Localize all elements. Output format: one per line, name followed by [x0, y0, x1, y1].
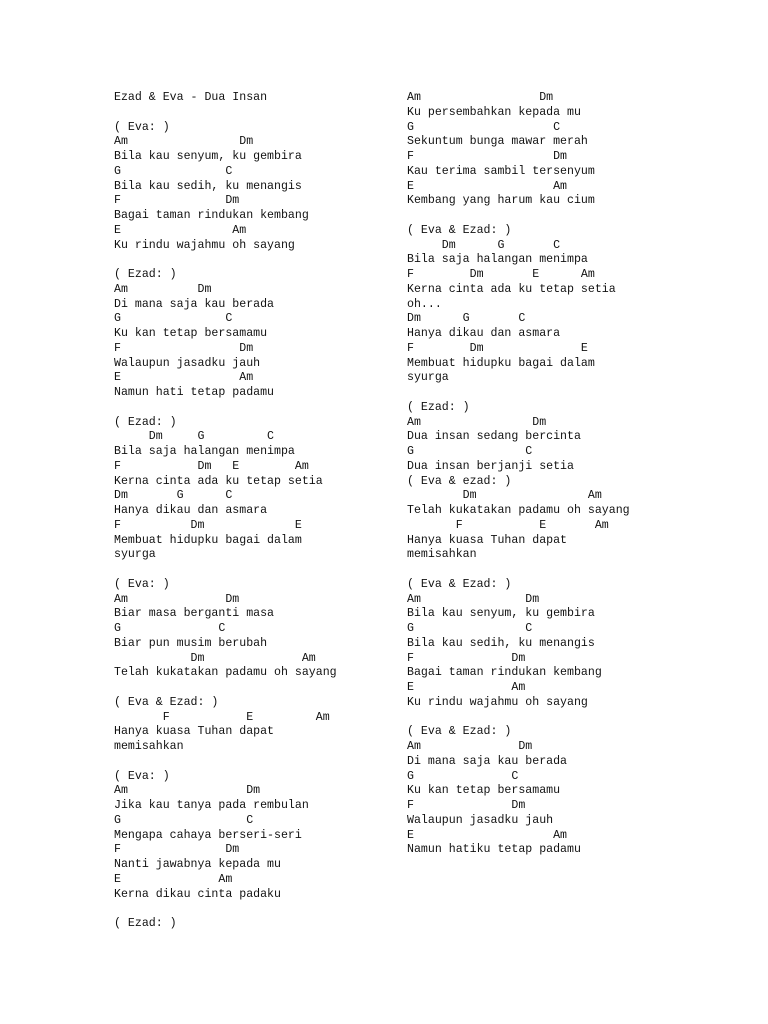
section-label: ( Eva & Ezad: ): [407, 577, 512, 591]
blank-line: [114, 902, 384, 917]
section-label: ( Eva & ezad: ): [407, 474, 512, 488]
chord-line: E Am: [407, 179, 568, 193]
chord-line: Am Dm: [114, 135, 254, 149]
chord-line: F E Am: [114, 710, 330, 724]
section-label: ( Eva: ): [114, 577, 170, 591]
blank-line: [114, 106, 384, 121]
section-label: ( Eva: ): [114, 120, 170, 134]
blank-line: [407, 386, 677, 401]
lyric-line: Kerna cinta ada ku tetap setia: [114, 474, 323, 488]
lyric-line: Nanti jawabnya kepada mu: [114, 858, 281, 871]
lyric-line: syurga: [114, 548, 156, 562]
blank-line: [114, 681, 384, 696]
chord-line: Dm G C: [114, 489, 233, 503]
chord-line: Am Dm: [114, 592, 240, 606]
right-column: [407, 91, 677, 858]
lyric-line: Ku kan tetap bersamamu: [407, 784, 561, 798]
chord-line: Dm G C: [407, 238, 561, 252]
chord-line: F Dm: [407, 150, 568, 163]
lyric-line: Biar masa berganti masa: [114, 607, 275, 621]
section-label: ( Ezad: ): [407, 400, 470, 414]
lyric-line: Ku kan tetap bersamamu: [114, 327, 268, 340]
lyric-line: memisahkan: [407, 548, 477, 562]
lyric-line: Jika kau tanya pada rembulan: [114, 799, 309, 812]
chord-line: F Dm E Am: [114, 459, 309, 473]
blank-line: [114, 755, 384, 770]
lyric-line: memisahkan: [114, 740, 184, 753]
section-label: ( Ezad: ): [114, 917, 177, 930]
chord-line: G C: [407, 769, 519, 783]
lyric-line: Membuat hidupku bagai dalam: [407, 356, 595, 370]
section-label: ( Eva: ): [114, 769, 170, 783]
lyric-line: Bila kau sedih, ku menangis: [114, 179, 302, 193]
lyric-line: Membuat hidupku bagai dalam: [114, 533, 302, 547]
chord-line: G C: [114, 164, 233, 178]
chord-line: Am Dm: [407, 592, 540, 606]
blank-line: [407, 209, 677, 224]
lyric-line: Di mana saja kau berada: [407, 754, 568, 768]
lyric-line: Ku rindu wajahmu oh sayang: [407, 695, 588, 709]
lyric-line: Kau terima sambil tersenyum: [407, 164, 595, 178]
lyric-line: oh...: [407, 297, 442, 311]
lyric-line: Hanya dikau dan asmara: [407, 327, 561, 340]
chord-line: G C: [407, 445, 533, 458]
chord-line: Dm G C: [114, 430, 275, 444]
chord-line: F Dm: [407, 651, 526, 665]
left-column: [114, 91, 384, 932]
lyric-line: Bila saja halangan menimpa: [407, 253, 588, 267]
song-title: Ezad & Eva - Dua Insan: [114, 91, 268, 104]
lyric-line: Hanya dikau dan asmara: [114, 504, 268, 517]
lyric-line: Bila kau sedih, ku menangis: [407, 636, 595, 650]
lyric-line: Ku persembahkan kepada mu: [407, 105, 581, 119]
lyric-line: Biar pun musim berubah: [114, 636, 268, 650]
lyric-line: Di mana saja kau berada: [114, 297, 275, 311]
lyric-line: Dua insan sedang bercinta: [407, 430, 581, 444]
lyric-line: Ku rindu wajahmu oh sayang: [114, 238, 295, 252]
chord-line: Am Dm: [114, 282, 212, 296]
lyric-line: Mengapa cahaya berseri-seri: [114, 828, 302, 842]
chord-line: G C: [114, 622, 226, 635]
lyric-line: Bila saja halangan menimpa: [114, 445, 295, 458]
chord-line: G C: [114, 312, 233, 326]
section-label: ( Ezad: ): [114, 415, 177, 429]
lyric-line: Kerna dikau cinta padaku: [114, 887, 281, 901]
chord-line: Am Dm: [407, 740, 533, 753]
chord-line: Dm G C: [407, 312, 526, 326]
chord-line: F Dm: [114, 194, 240, 208]
lyric-line: Walaupun jasadku jauh: [407, 813, 554, 827]
chord-line: F Dm: [114, 843, 240, 857]
chord-line: Am Dm: [407, 415, 547, 429]
lyric-line: Telah kukatakan padamu oh sayang: [114, 666, 337, 680]
section-label: ( Eva & Ezad: ): [407, 223, 512, 237]
chord-line: Dm Am: [114, 651, 316, 665]
chord-line: F E Am: [407, 518, 609, 532]
chord-line: E Am: [407, 681, 526, 694]
lyric-line: syurga: [407, 371, 449, 385]
blank-line: [407, 711, 677, 726]
lyric-line: Bagai taman rindukan kembang: [407, 666, 602, 680]
chord-line: F Dm E: [407, 341, 588, 355]
chord-line: F Dm: [114, 341, 254, 355]
lyric-line: Bagai taman rindukan kembang: [114, 209, 309, 222]
lyric-line: Walaupun jasadku jauh: [114, 356, 261, 370]
lyric-line: Kerna cinta ada ku tetap setia: [407, 282, 616, 296]
lyric-line: Namun hati tetap padamu: [114, 386, 275, 399]
blank-line: [114, 401, 384, 416]
section-label: ( Eva & Ezad: ): [114, 695, 219, 709]
blank-line: [114, 563, 384, 578]
lyric-line: Kembang yang harum kau cium: [407, 194, 595, 208]
lyric-line: Namun hatiku tetap padamu: [407, 843, 581, 857]
chord-line: E Am: [114, 223, 247, 237]
section-label: ( Eva & Ezad: ): [407, 725, 512, 739]
lyric-line: Dua insan berjanji setia: [407, 459, 574, 473]
chord-line: E Am: [114, 371, 254, 385]
chord-line: G C: [114, 813, 254, 827]
chord-line: E Am: [407, 828, 568, 842]
lyric-line: Telah kukatakan padamu oh sayang: [407, 504, 630, 517]
lyric-line: Bila kau senyum, ku gembira: [407, 607, 595, 621]
chord-line: Dm Am: [407, 489, 602, 503]
chord-line: F Dm E Am: [407, 268, 595, 281]
chord-line: Am Dm: [407, 91, 554, 104]
blank-line: [407, 563, 677, 578]
lyric-line: Hanya kuasa Tuhan dapat: [114, 725, 275, 739]
chord-line: G C: [407, 622, 533, 635]
chord-line: E Am: [114, 872, 233, 886]
chord-line: G C: [407, 120, 561, 134]
chord-line: F Dm: [407, 799, 526, 812]
chord-line: Am Dm: [114, 784, 261, 798]
blank-line: [114, 253, 384, 268]
lyric-line: Sekuntum bunga mawar merah: [407, 135, 588, 149]
lyric-line: Bila kau senyum, ku gembira: [114, 150, 302, 163]
lyric-line: Hanya kuasa Tuhan dapat: [407, 533, 568, 547]
chord-line: F Dm E: [114, 518, 302, 532]
section-label: ( Ezad: ): [114, 268, 177, 281]
